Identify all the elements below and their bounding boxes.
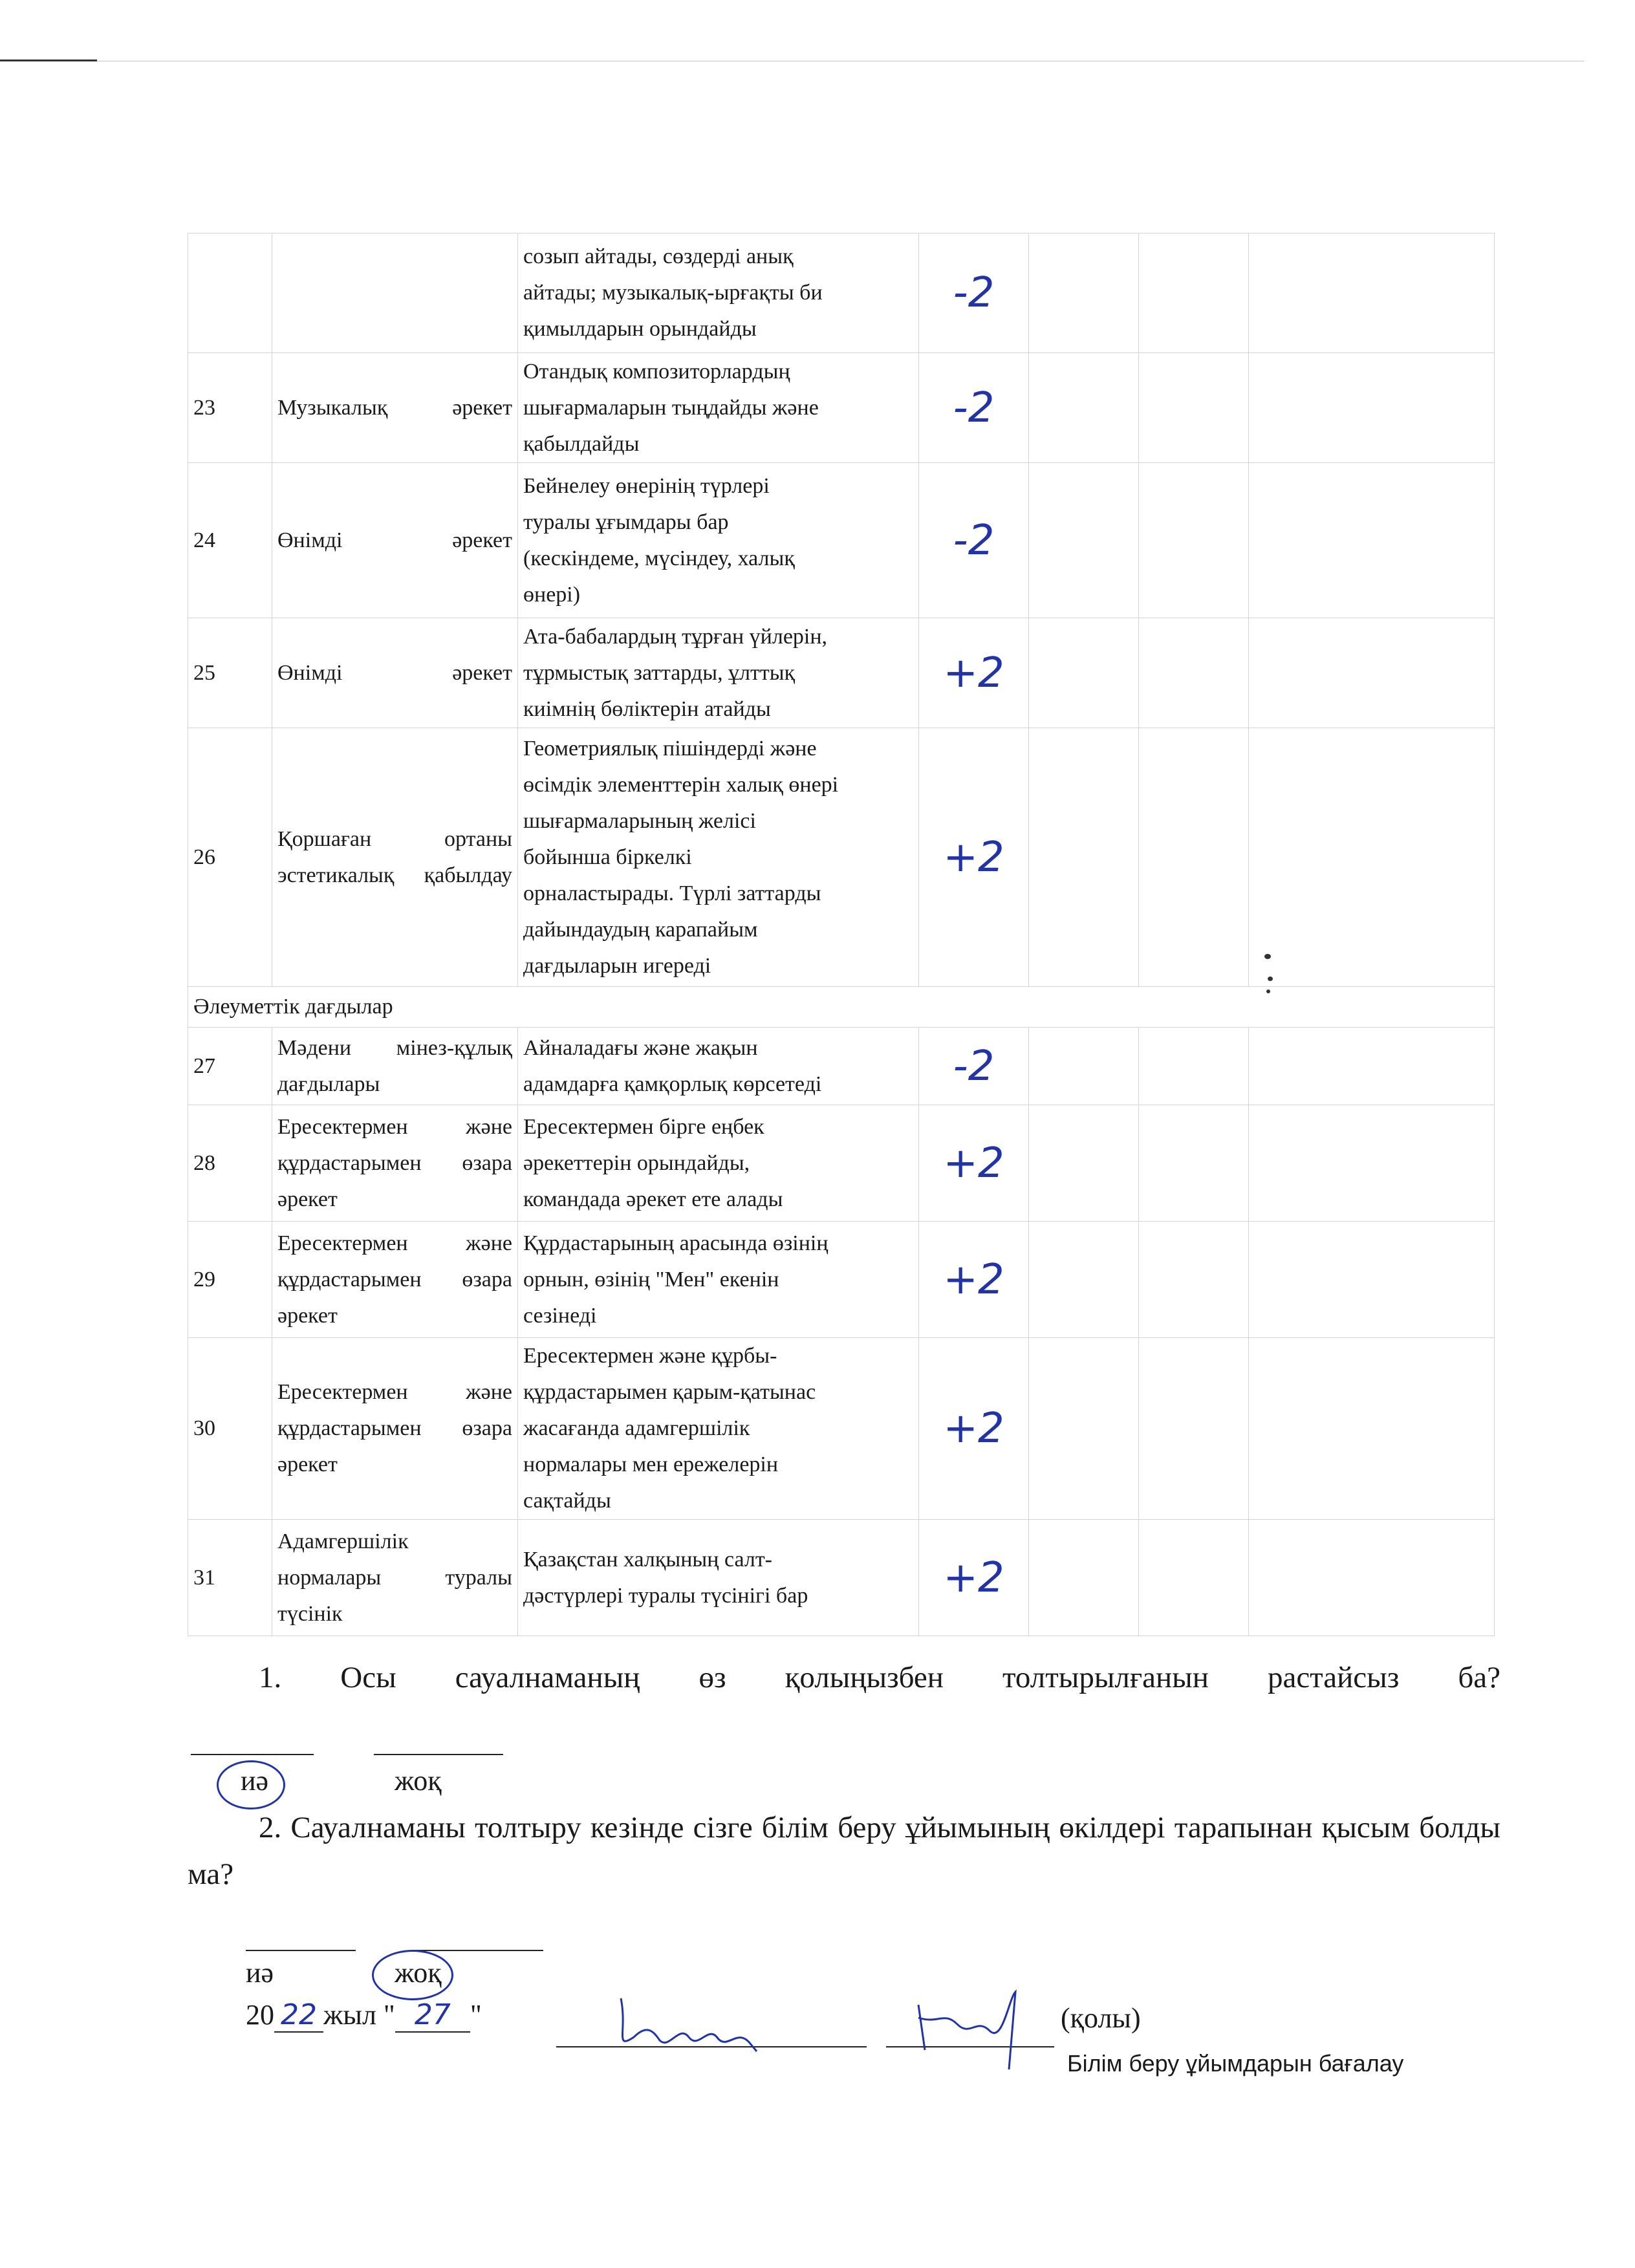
activity-area: Музыкалық әрекет: [272, 353, 518, 463]
answer-blank-yes-1[interactable]: [191, 1754, 314, 1755]
activity-area: Өнімді әрекет: [272, 463, 518, 618]
empty-cell: [1139, 353, 1249, 463]
description-line: орналастырады. Түрлі заттарды: [523, 881, 821, 905]
description-line: Ересектермен және құрбы-: [523, 1344, 777, 1368]
empty-cell: [1029, 1222, 1139, 1338]
description-line: орнын, өзінің "Мен" екенін: [523, 1267, 779, 1291]
handwritten-score: +2: [919, 1520, 1029, 1636]
empty-cell: [1139, 1520, 1249, 1636]
question-1: 1. Осы сауалнаманың өз қолыңызбен толтырылғанын растайсыз ба?: [259, 1661, 1500, 1694]
handwritten-score: -2: [919, 463, 1029, 618]
description-line: шығармаларының желісі: [523, 808, 756, 833]
footer-text: Білім беру ұйымдарын бағалау: [1067, 2050, 1404, 2077]
scan-smudge: [1268, 977, 1273, 981]
description-line: Айналадағы және жақын: [523, 1035, 758, 1060]
date-signature-line: 20 22 жыл " 27 ": [246, 1998, 482, 2031]
row-number: 26: [188, 728, 272, 987]
description-line: туралы ұғымдары бар: [523, 510, 729, 534]
description-line: адамдарға қамқорлық көрсетеді: [523, 1072, 822, 1096]
handwritten-score: +2: [919, 618, 1029, 728]
table-row: [188, 353, 1495, 463]
activity-area: Ересектермен және құрдастарымен өзара әрекет: [272, 1222, 518, 1338]
description-line: дағдыларын игереді: [523, 953, 711, 978]
empty-cell: [1029, 233, 1139, 353]
skill-description: [518, 1338, 919, 1520]
table-row: [188, 1028, 1495, 1105]
activity-area: Ересектермен және құрдастарымен өзара әрекет: [272, 1338, 518, 1520]
skill-description: [518, 1105, 919, 1222]
handwritten-score: +2: [919, 1222, 1029, 1338]
scan-smudge: [1264, 954, 1271, 959]
description-line: Қазақстан халқының салт-: [523, 1547, 773, 1571]
empty-cell: [1249, 728, 1495, 987]
handwritten-signatures: [556, 1979, 1074, 2076]
activity-area: Қоршаған ортаны эстетикалық қабылдау: [272, 728, 518, 987]
empty-cell: [1139, 728, 1249, 987]
description-line: тұрмыстық заттарды, ұлттық: [523, 660, 796, 685]
row-number: 25: [188, 618, 272, 728]
empty-cell: [1249, 233, 1495, 353]
description-line: өнері): [523, 582, 581, 607]
handwritten-score: +2: [919, 1105, 1029, 1222]
scan-artifact-line: [0, 58, 1635, 62]
description-line: дайындаудың карапайым: [523, 917, 758, 942]
handwritten-score: +2: [919, 728, 1029, 987]
description-line: созып айтады, сөздерді анық: [523, 244, 794, 268]
answer-yes-1[interactable]: иә: [241, 1765, 269, 1797]
description-line: Бейнелеу өнерінің түрлері: [523, 473, 770, 498]
empty-cell: [1249, 463, 1495, 618]
empty-cell: [1029, 1105, 1139, 1222]
empty-cell: [1029, 1028, 1139, 1105]
description-line: Ата-бабалардың тұрған үйлерін,: [523, 624, 828, 649]
answer-yes-2[interactable]: иә: [246, 1957, 274, 1989]
handwritten-score: +2: [919, 1338, 1029, 1520]
description-line: құрдастарымен қарым-қатынас: [523, 1380, 816, 1404]
empty-cell: [1249, 1338, 1495, 1520]
empty-cell: [1139, 233, 1249, 353]
description-line: Отандық композиторлардың: [523, 359, 790, 383]
scan-smudge: [1266, 989, 1270, 993]
table-row: [188, 728, 1495, 987]
table-row: [188, 463, 1495, 618]
answer-no-1[interactable]: жоқ: [395, 1765, 442, 1797]
skill-description: [518, 618, 919, 728]
answer-blank-no-2[interactable]: [414, 1950, 543, 1951]
description-line: киімнің бөліктерін атайды: [523, 697, 771, 721]
description-line: әрекеттерін орындайды,: [523, 1150, 750, 1175]
empty-cell: [1249, 1520, 1495, 1636]
description-line: Құрдастарының арасында өзінің: [523, 1231, 828, 1255]
table-row: [188, 1105, 1495, 1222]
handwritten-score: -2: [919, 1028, 1029, 1105]
empty-cell: [1249, 618, 1495, 728]
description-line: командада әрекет ете алады: [523, 1187, 783, 1211]
section-row: [188, 987, 1495, 1028]
activity-area: Адамгершілік нормалары туралы түсінік: [272, 1520, 518, 1636]
empty-cell: [1139, 618, 1249, 728]
empty-cell: [1249, 1222, 1495, 1338]
row-number: 29: [188, 1222, 272, 1338]
empty-cell: [1249, 353, 1495, 463]
empty-cell: [1249, 1028, 1495, 1105]
empty-cell: [1139, 1338, 1249, 1520]
empty-cell: [1029, 353, 1139, 463]
activity-area: [272, 233, 518, 353]
description-line: Геометриялық пішіндерді және: [523, 736, 817, 761]
row-number: 27: [188, 1028, 272, 1105]
activity-area: Өнімді әрекет: [272, 618, 518, 728]
empty-cell: [1029, 463, 1139, 618]
section-title: Әлеуметтік дағдылар: [188, 987, 1495, 1028]
empty-cell: [1139, 1028, 1249, 1105]
empty-cell: [1029, 1520, 1139, 1636]
description-line: сақтайды: [523, 1489, 611, 1513]
row-number: 31: [188, 1520, 272, 1636]
activity-area: Мәдени мінез-құлық дағдылары: [272, 1028, 518, 1105]
handwritten-score: -2: [919, 353, 1029, 463]
description-line: айтады; музыкалық-ырғақты би: [523, 281, 823, 305]
row-number: 30: [188, 1338, 272, 1520]
skill-description: [518, 233, 919, 353]
empty-cell: [1139, 463, 1249, 618]
table-row: [188, 618, 1495, 728]
empty-cell: [1029, 1338, 1139, 1520]
answer-blank-yes-2[interactable]: [246, 1950, 356, 1951]
handwritten-year: 22: [274, 1998, 323, 2033]
skill-description: [518, 1028, 919, 1105]
table-row: [188, 233, 1495, 353]
skill-description: [518, 1222, 919, 1338]
description-line: (кескіндеме, мүсіндеу, халық: [523, 546, 795, 570]
skill-description: [518, 1520, 919, 1636]
description-line: қабылдайды: [523, 431, 640, 456]
description-line: дәстүрлері туралы түсінігі бар: [523, 1583, 808, 1608]
description-line: Ересектермен бірге еңбек: [523, 1114, 764, 1139]
activity-area: Ересектермен және құрдастарымен өзара әрекет: [272, 1105, 518, 1222]
empty-cell: [1139, 1222, 1249, 1338]
answer-no-2[interactable]: жоқ: [395, 1957, 442, 1989]
row-number: 24: [188, 463, 272, 618]
description-line: өсімдік элементтерін халық өнері: [523, 772, 839, 797]
handwritten-day: 27: [395, 1998, 470, 2033]
skill-description: [518, 353, 919, 463]
skill-description: [518, 728, 919, 987]
table-row: [188, 1222, 1495, 1338]
description-line: нормалары мен ережелерін: [523, 1453, 779, 1476]
signature-label: (қолы): [1061, 2002, 1141, 2034]
answer-blank-no-1[interactable]: [374, 1754, 503, 1755]
table-row: [188, 1338, 1495, 1520]
description-line: сезінеді: [523, 1303, 597, 1328]
description-line: қимылдарын орындайды: [523, 317, 757, 341]
question-2: 2. Сауалнаманы толтыру кезінде сізге білім беру ұйымының өкілдері тарапынан қысым болды ма?: [188, 1811, 1500, 1891]
description-line: жасағанда адамгершілік: [523, 1416, 750, 1440]
empty-cell: [1249, 1105, 1495, 1222]
empty-cell: [1029, 618, 1139, 728]
row-number: 23: [188, 353, 272, 463]
table-row: [188, 1520, 1495, 1636]
row-number: [188, 233, 272, 353]
row-number: 28: [188, 1105, 272, 1222]
survey-table: [188, 233, 1495, 1636]
description-line: шығармаларын тыңдайды және: [523, 395, 819, 420]
skill-description: [518, 463, 919, 618]
description-line: бойынша біркелкі: [523, 845, 692, 869]
empty-cell: [1139, 1105, 1249, 1222]
empty-cell: [1029, 728, 1139, 987]
handwritten-score: -2: [919, 233, 1029, 353]
